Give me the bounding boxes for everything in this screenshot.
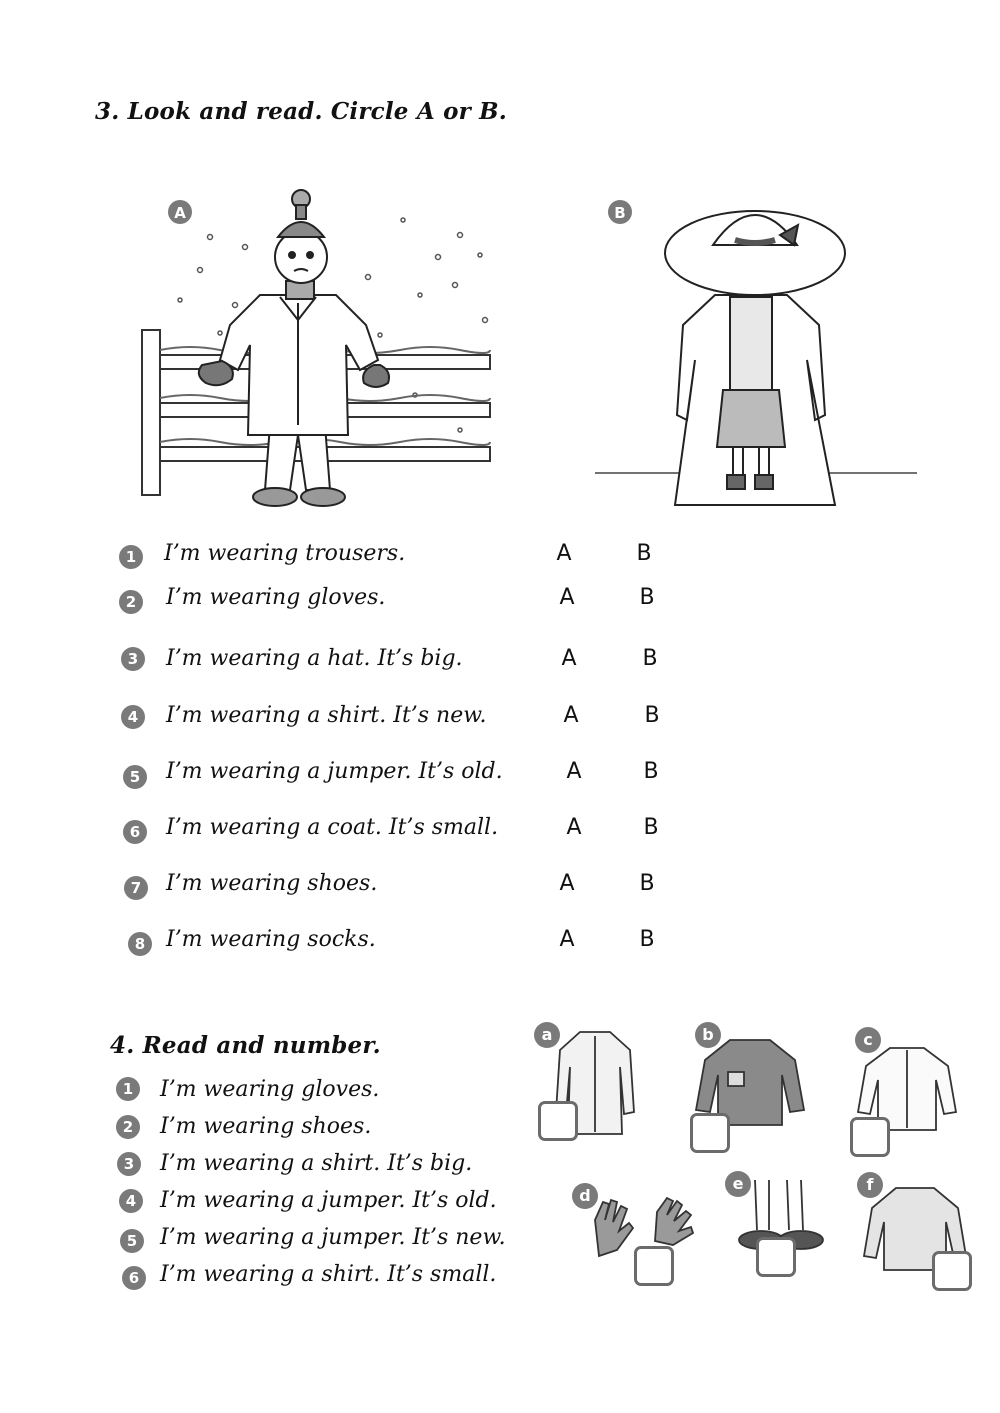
answer-box-f[interactable] xyxy=(932,1251,972,1291)
item-sentence: I’m wearing a shirt. It’s big. xyxy=(160,1151,473,1176)
choice-b[interactable]: B xyxy=(643,759,659,784)
choice-b[interactable]: B xyxy=(639,927,655,952)
picture-label: d xyxy=(572,1183,598,1209)
choice-b[interactable]: B xyxy=(639,585,655,610)
answer-box-e[interactable] xyxy=(756,1237,796,1277)
item-sentence: I’m wearing a hat. It’s big. xyxy=(166,646,463,671)
item-sentence: I’m wearing a coat. It’s small. xyxy=(166,815,499,840)
item-number: 2 xyxy=(119,590,143,614)
illustration-girl-big-hat xyxy=(595,185,925,515)
choice-a[interactable]: A xyxy=(559,927,575,952)
choice-b[interactable]: B xyxy=(639,871,655,896)
item-number: 3 xyxy=(117,1152,141,1176)
item-number: 5 xyxy=(123,765,147,789)
choice-a[interactable]: A xyxy=(556,541,572,566)
item-sentence: I’m wearing a jumper. It’s old. xyxy=(166,759,503,784)
item-number: 1 xyxy=(119,545,143,569)
choice-a[interactable]: A xyxy=(566,815,582,840)
answer-box-c[interactable] xyxy=(850,1117,890,1157)
answer-box-b[interactable] xyxy=(690,1113,730,1153)
item-number: 8 xyxy=(128,932,152,956)
exercise-4-title: 4. Read and number. xyxy=(110,1032,381,1059)
item-sentence: I’m wearing shoes. xyxy=(166,871,378,896)
picture-label-b: B xyxy=(614,204,626,222)
item-sentence: I’m wearing a jumper. It’s old. xyxy=(160,1188,497,1213)
item-sentence: I’m wearing a jumper. It’s new. xyxy=(160,1225,506,1250)
item-sentence: I’m wearing gloves. xyxy=(160,1077,380,1102)
answer-box-a[interactable] xyxy=(538,1101,578,1141)
item-number: 5 xyxy=(120,1229,144,1253)
item-number: 7 xyxy=(124,876,148,900)
picture-label: c xyxy=(855,1027,881,1053)
item-sentence: I’m wearing a shirt. It’s small. xyxy=(160,1262,497,1287)
picture-label: f xyxy=(857,1172,883,1198)
answer-box-d[interactable] xyxy=(634,1246,674,1286)
choice-a[interactable]: A xyxy=(566,759,582,784)
item-number: 1 xyxy=(116,1077,140,1101)
exercise-3-title: 3. Look and read. Circle A or B. xyxy=(95,98,507,125)
item-number: 4 xyxy=(121,705,145,729)
item-sentence: I’m wearing shoes. xyxy=(160,1114,372,1139)
item-number: 6 xyxy=(123,820,147,844)
item-number: 6 xyxy=(122,1266,146,1290)
item-sentence: I’m wearing gloves. xyxy=(166,585,386,610)
choice-a[interactable]: A xyxy=(559,871,575,896)
choice-b[interactable]: B xyxy=(636,541,652,566)
picture-label: b xyxy=(695,1022,721,1048)
choice-a[interactable]: A xyxy=(561,646,577,671)
choice-b[interactable]: B xyxy=(644,703,660,728)
item-sentence: I’m wearing socks. xyxy=(166,927,376,952)
item-sentence: I’m wearing a shirt. It’s new. xyxy=(166,703,487,728)
picture-label-a: A xyxy=(174,204,186,222)
item-number: 4 xyxy=(119,1189,143,1213)
picture-label: a xyxy=(534,1022,560,1048)
choice-a[interactable]: A xyxy=(559,585,575,610)
item-number: 3 xyxy=(121,647,145,671)
choice-b[interactable]: B xyxy=(643,815,659,840)
illustration-boy-in-snow xyxy=(120,185,500,515)
item-sentence: I’m wearing trousers. xyxy=(164,541,406,566)
choice-a[interactable]: A xyxy=(563,703,579,728)
item-number: 2 xyxy=(116,1115,140,1139)
choice-b[interactable]: B xyxy=(642,646,658,671)
picture-label: e xyxy=(725,1171,751,1197)
